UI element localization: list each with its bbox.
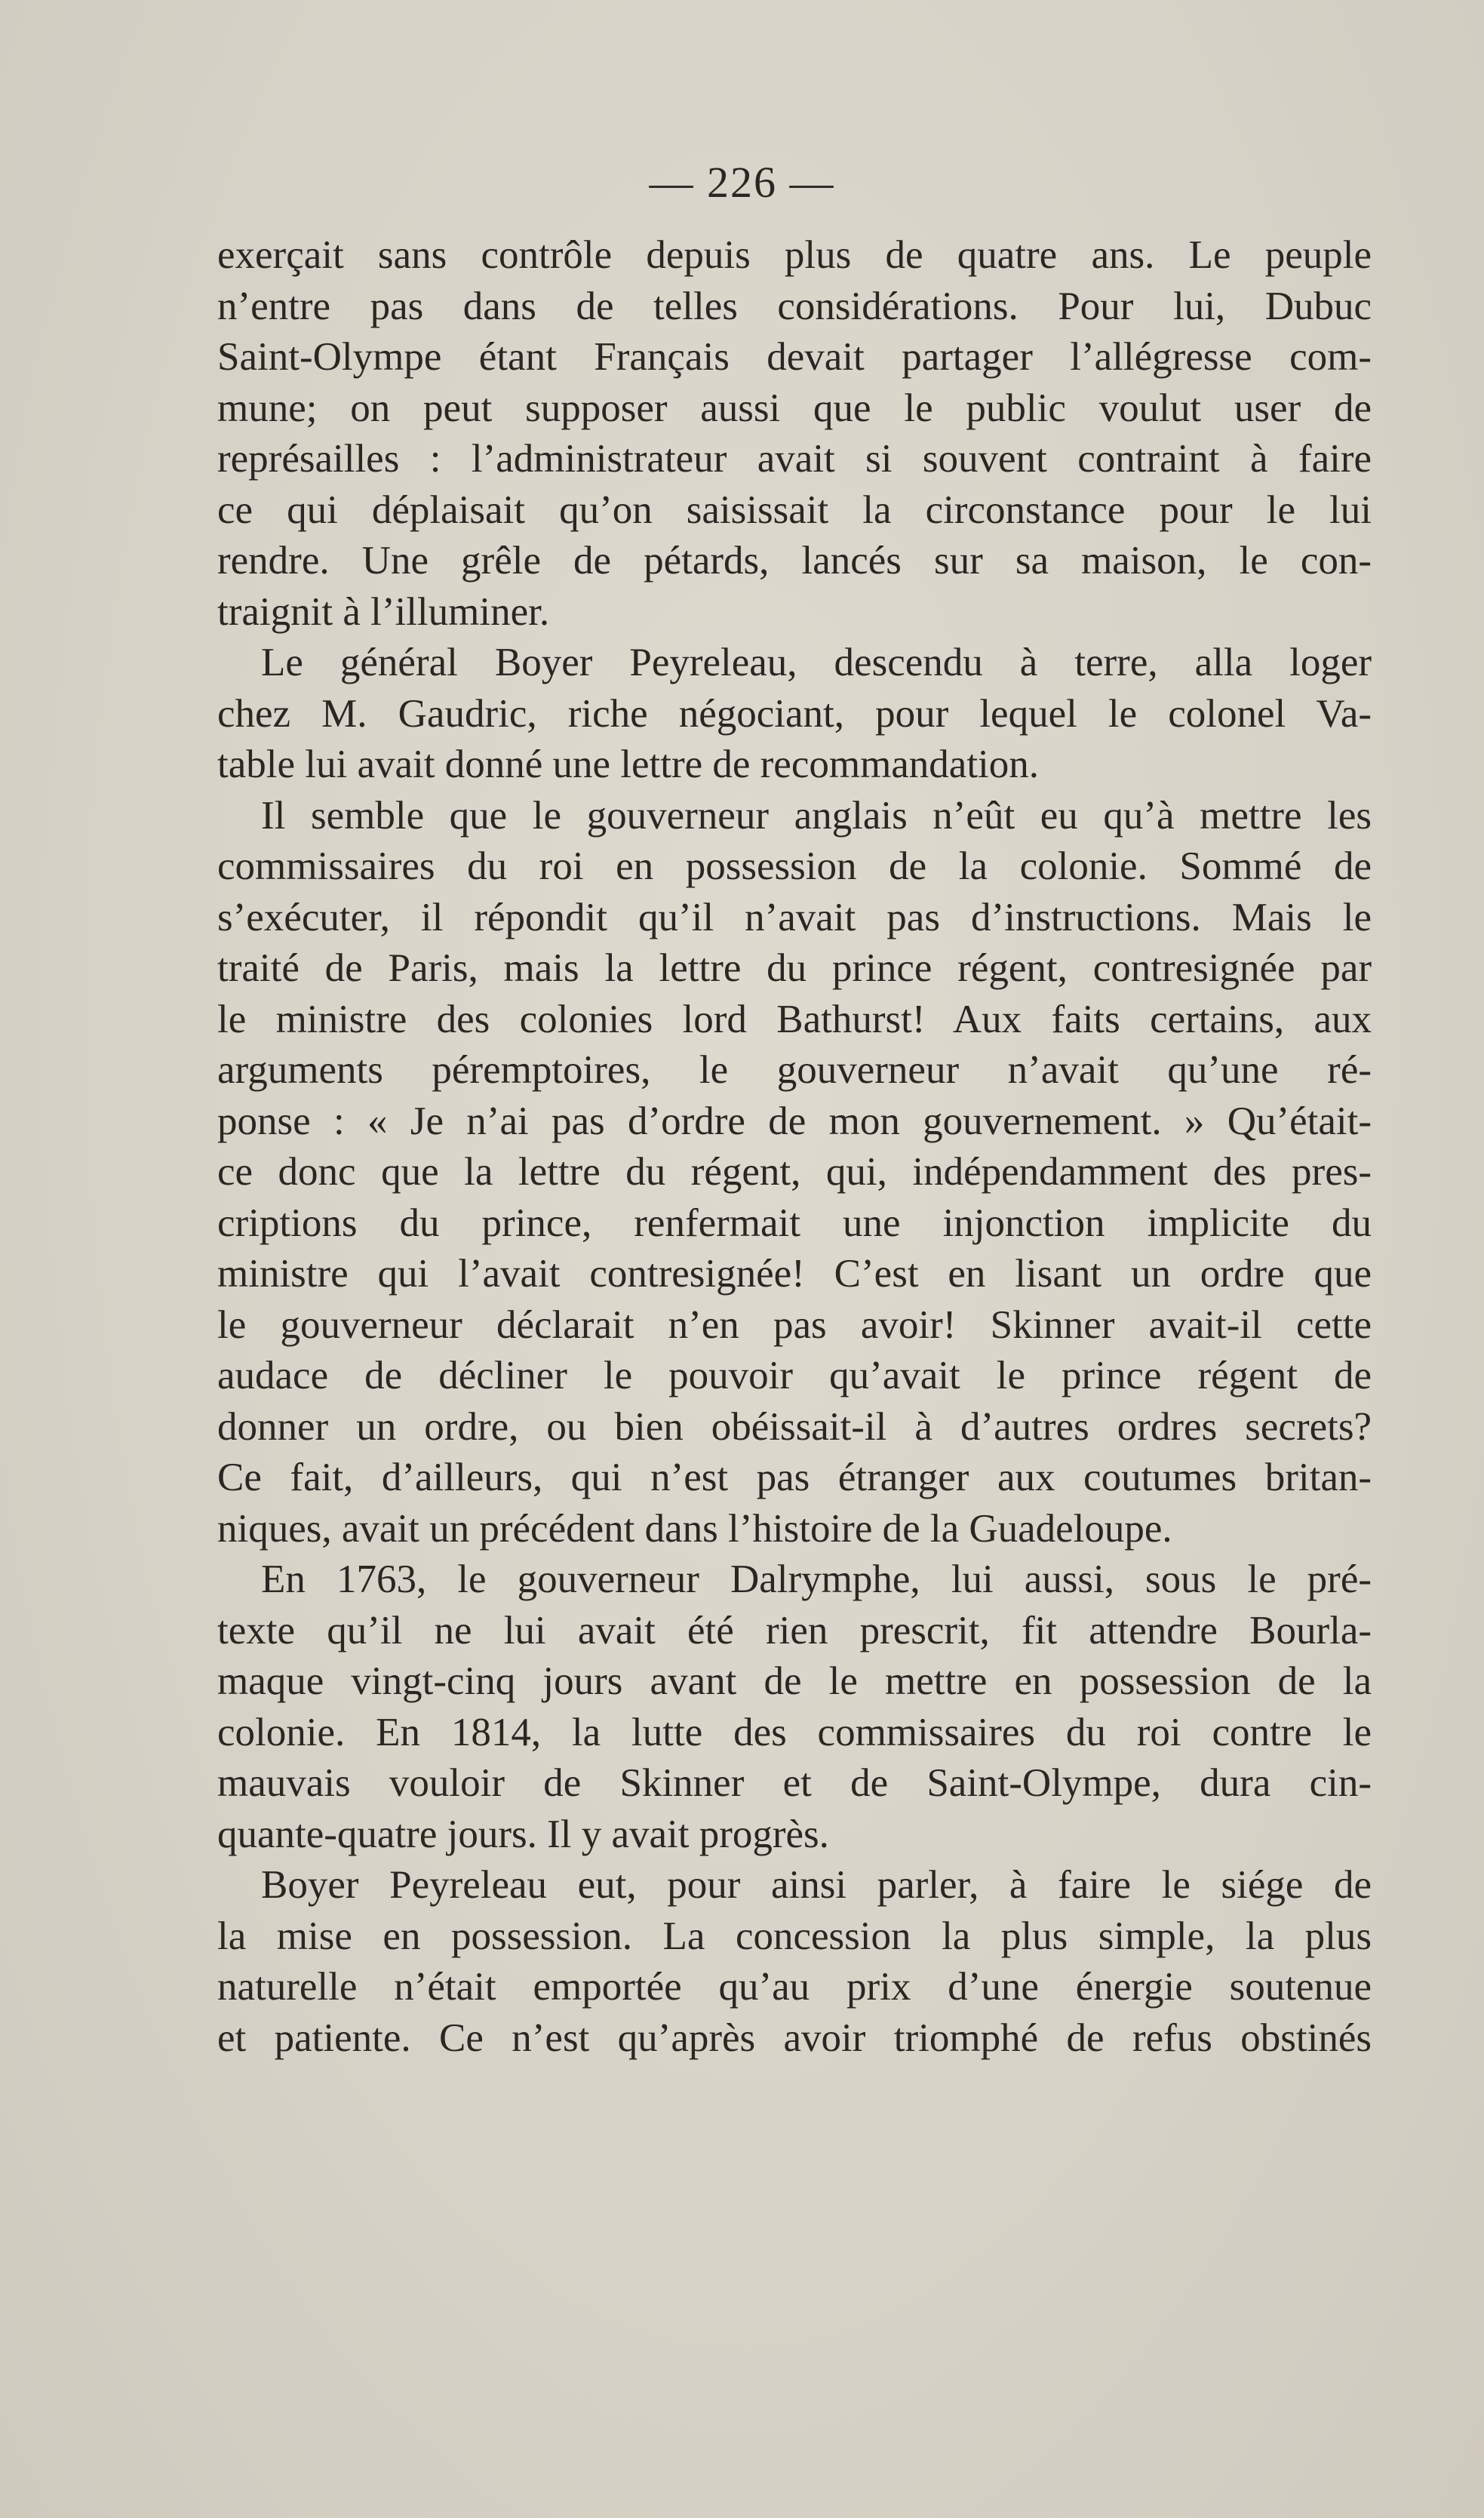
text-line: traité de Paris, mais la lettre du prince régent, contresignée par: [217, 946, 1372, 990]
text-line: Ce fait, d’ailleurs, qui n’est pas étranger aux coutumes britan-: [217, 1456, 1372, 1499]
text-line: ce donc que la lettre du régent, qui, indépendamment des pres-: [217, 1150, 1372, 1194]
text-line: traignit à l’illuminer.: [217, 589, 550, 634]
text-line: chez M. Gaudric, riche négociant, pour lequel le colonel Va-: [217, 691, 1372, 736]
text-line: table lui avait donné une lettre de recommandation.: [217, 742, 1040, 786]
text-line: texte qu’il ne lui avait été rien prescrit, fit attendre Bourla-: [217, 1608, 1372, 1653]
text-line: Le général Boyer Peyreleau, descendu à terre, alla loger: [261, 641, 1372, 684]
text-line: Saint-Olympe étant Français devait partager l’allégresse com-: [217, 335, 1372, 379]
text-line: Il semble que le gouverneur anglais n’eût eu qu’à mettre les: [261, 793, 1372, 838]
text-line: maque vingt-cinq jours avant de le mettre en possession de la: [217, 1659, 1372, 1703]
text-line: niques, avait un précédent dans l’histoire de la Guadeloupe.: [217, 1506, 1172, 1551]
text-line: exerçait sans contrôle depuis plus de quatre ans. Le peuple: [217, 233, 1372, 277]
text-line: Boyer Peyreleau eut, pour ainsi parler, à faire le siége de: [261, 1863, 1372, 1907]
text-line: commissaires du roi en possession de la colonie. Sommé de: [217, 844, 1372, 888]
text-line: naturelle n’était emportée qu’au prix d’une énergie soutenue: [217, 1965, 1372, 2009]
text-line: le gouverneur déclarait n’en pas avoir! Skinner avait-il cette: [217, 1302, 1372, 1347]
text-line: arguments péremptoires, le gouverneur n’avait qu’une ré-: [217, 1048, 1372, 1092]
text-line: mauvais vouloir de Skinner et de Saint-Olympe, dura cin-: [217, 1761, 1372, 1805]
text-line: le ministre des colonies lord Bathurst! Aux faits certains, aux: [217, 997, 1372, 1041]
page-number: — 226 —: [649, 158, 835, 207]
text-line: quante-quatre jours. Il y avait progrès.: [217, 1812, 829, 1856]
text-line: En 1763, le gouverneur Dalrymphe, lui aussi, sous le pré-: [261, 1557, 1372, 1601]
text-line: mune; on peut supposer aussi que le public voulut user de: [217, 386, 1372, 430]
text-line: représailles : l’administrateur avait si souvent contraint à faire: [217, 437, 1372, 481]
text-line: criptions du prince, renfermait une injonction implicite du: [217, 1201, 1372, 1245]
text-line: colonie. En 1814, la lutte des commissaires du roi contre le: [217, 1710, 1372, 1754]
body-text: [217, 230, 1372, 2064]
text-line: ce qui déplaisait qu’on saisissait la circonstance pour le lui: [217, 487, 1372, 532]
text-line: s’exécuter, il répondit qu’il n’avait pas d’instructions. Mais le: [217, 895, 1372, 939]
text-line: ponse : « Je n’ai pas d’ordre de mon gouvernement. » Qu’était-: [217, 1099, 1372, 1143]
text-line: n’entre pas dans de telles considérations. Pour lui, Dubuc: [217, 284, 1372, 328]
text-line: rendre. Une grêle de pétards, lancés sur sa maison, le con-: [217, 539, 1372, 583]
text-line: donner un ordre, ou bien obéissait-il à d’autres ordres secrets?: [217, 1404, 1372, 1449]
text-line: la mise en possession. La concession la plus simple, la plus: [217, 1914, 1372, 1958]
text-line: ministre qui l’avait contresignée! C’est en lisant un ordre que: [217, 1252, 1372, 1296]
text-line: audace de décliner le pouvoir qu’avait le prince régent de: [217, 1354, 1372, 1397]
text-line: et patiente. Ce n’est qu’après avoir triomphé de refus obstinés: [217, 2015, 1372, 2060]
